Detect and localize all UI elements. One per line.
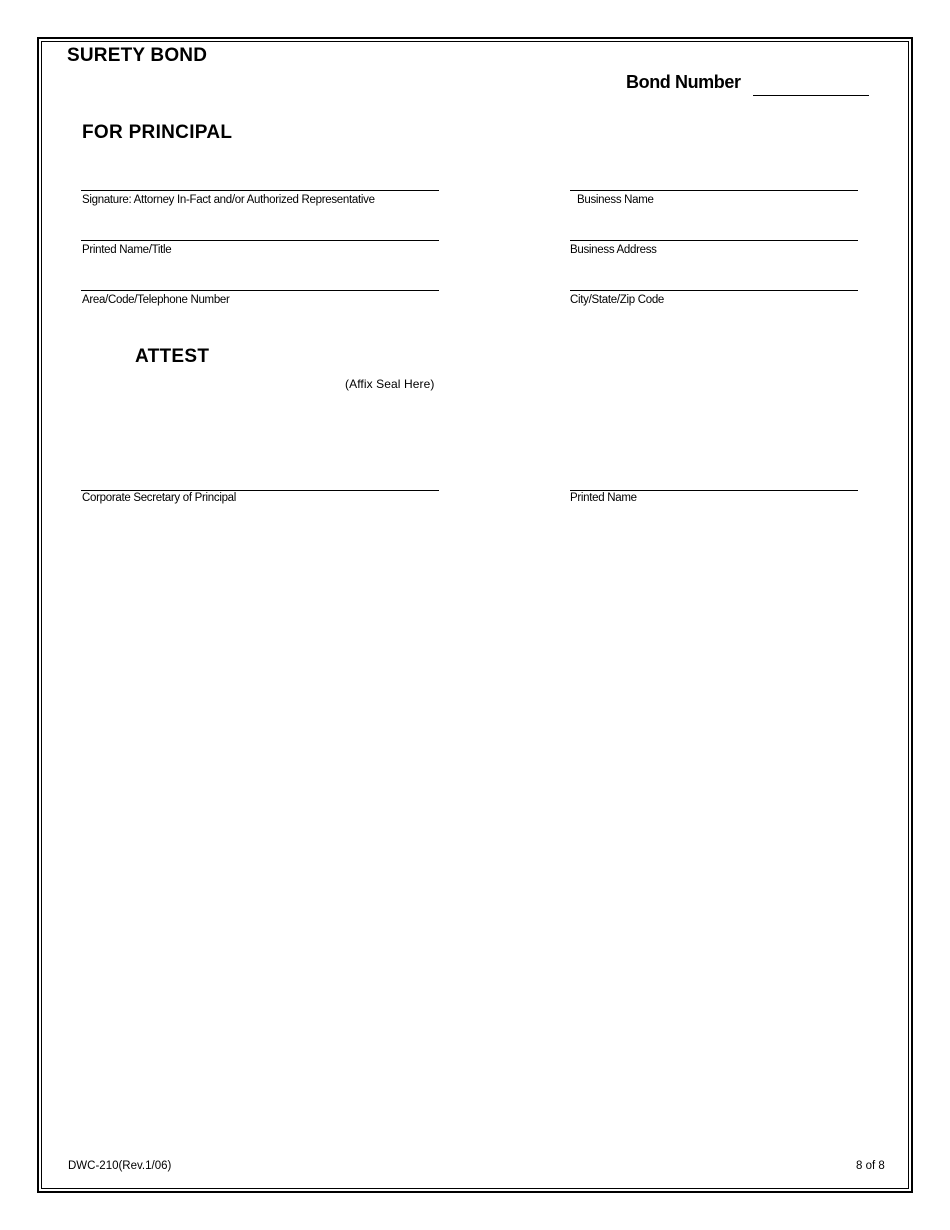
- business-name-label: Business Name: [577, 194, 654, 206]
- corporate-secretary-line[interactable]: [81, 490, 439, 491]
- affix-seal-note: (Affix Seal Here): [345, 377, 435, 391]
- printed-name-title-line[interactable]: [81, 240, 439, 241]
- business-address-label: Business Address: [570, 244, 657, 256]
- business-name-line[interactable]: [570, 190, 858, 191]
- document-title: SURETY BOND: [67, 45, 208, 66]
- printed-name-label: Printed Name: [570, 492, 637, 504]
- signature-line[interactable]: [81, 190, 439, 191]
- corporate-secretary-label: Corporate Secretary of Principal: [82, 492, 237, 504]
- bond-number-label: Bond Number: [626, 72, 741, 92]
- city-state-zip-label: City/State/Zip Code: [570, 294, 665, 306]
- page-number: 8 of 8: [856, 1160, 885, 1172]
- attest-title: ATTEST: [135, 346, 210, 367]
- telephone-line[interactable]: [81, 290, 439, 291]
- page-border-inner: [41, 41, 909, 1189]
- business-address-line[interactable]: [570, 240, 858, 241]
- printed-name-title-label: Printed Name/Title: [82, 244, 172, 256]
- printed-name-line[interactable]: [570, 490, 858, 491]
- city-state-zip-line[interactable]: [570, 290, 858, 291]
- section-title: FOR PRINCIPAL: [82, 122, 233, 143]
- signature-label: Signature: Attorney In-Fact and/or Authorized Representative: [82, 194, 375, 206]
- telephone-label: Area/Code/Telephone Number: [82, 294, 230, 306]
- bond-number-field[interactable]: [753, 95, 869, 96]
- form-id: DWC-210(Rev.1/06): [68, 1160, 172, 1172]
